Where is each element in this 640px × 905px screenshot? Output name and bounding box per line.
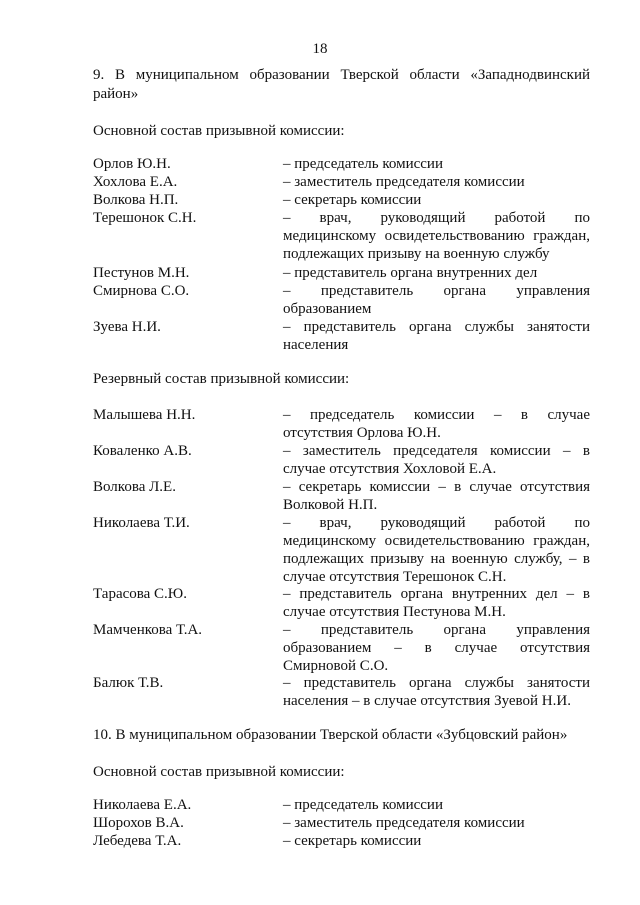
member-role-line: – председатель комиссии (283, 156, 443, 172)
member-role-line: – представитель органа службы занятости (283, 319, 590, 335)
section-9-reserve-heading: Резервный состав призывной комиссии: (93, 371, 350, 387)
member-name: Малышева Н.Н. (93, 407, 196, 423)
section-9-title-line: район» (93, 86, 139, 102)
member-role (283, 282, 590, 318)
member-name: Мамченкова Т.А. (93, 622, 203, 638)
member-name: Зуева Н.И. (93, 319, 161, 335)
member-role (283, 585, 590, 621)
member-role-line: медицинскому освидетельствованию граждан, (283, 533, 590, 549)
member-role-line: Смирновой С.О. (283, 658, 389, 674)
member-role (283, 209, 590, 263)
member-role (283, 674, 590, 710)
member-role-line: – секретарь комиссии – в случае отсутствия (283, 479, 590, 495)
member-role-line: образованием – в случае отсутствия (283, 640, 590, 656)
page-number: 18 (312, 41, 328, 57)
member-role-line: – врач, руководящий работой по (283, 210, 590, 226)
member-role-line: – заместитель председателя комиссии (283, 815, 525, 831)
section-9-main-heading: Основной состав призывной комиссии: (93, 123, 345, 139)
member-role-line: отсутствия Орлова Ю.Н. (283, 425, 441, 441)
member-role (283, 814, 590, 832)
member-role-line: случае отсутствия Хохловой Е.А. (283, 461, 497, 477)
member-role (283, 191, 590, 209)
section-9-title-line: 9. В муниципальном образовании Тверской области «Западнодвинский (93, 67, 590, 83)
member-role (283, 318, 590, 354)
member-role (283, 406, 590, 442)
member-role (283, 832, 590, 850)
member-role (283, 173, 590, 191)
member-role-line: – секретарь комиссии (283, 833, 422, 849)
member-role-line: Волковой Н.П. (283, 497, 378, 513)
member-role (283, 155, 590, 173)
member-name: Балюк Т.В. (93, 675, 164, 691)
member-name: Терешонок С.Н. (93, 210, 197, 226)
member-role-line: населения (283, 337, 349, 353)
member-role (283, 796, 590, 814)
member-name: Николаева Т.И. (93, 515, 190, 531)
member-role-line: – представитель органа внутренних дел (283, 265, 538, 281)
member-role-line: образованием (283, 301, 372, 317)
section-10-main-heading: Основной состав призывной комиссии: (93, 764, 345, 780)
member-role-line: – представитель органа управления (283, 283, 590, 299)
member-role-line: подлежащих призыву на военную службу (283, 246, 550, 262)
member-name: Волкова Л.Е. (93, 479, 176, 495)
member-name: Николаева Е.А. (93, 797, 192, 813)
member-role (283, 514, 590, 586)
member-role-line: – представитель органа управления (283, 622, 590, 638)
member-role-line: случае отсутствия Пестунова М.Н. (283, 604, 506, 620)
member-role (283, 621, 590, 675)
member-role-line: медицинскому освидетельствованию граждан, (283, 228, 590, 244)
section-9-title (93, 66, 590, 104)
member-role-line: подлежащих призыву на военную службу, – в (283, 551, 590, 567)
member-role-line: случае отсутствия Терешонок С.Н. (283, 569, 507, 585)
member-role (283, 478, 590, 514)
member-name: Смирнова С.О. (93, 283, 190, 299)
member-role-line: – заместитель председателя комиссии (283, 174, 525, 190)
member-role-line: населения – в случае отсутствия Зуевой Н.И. (283, 693, 571, 709)
member-name: Хохлова Е.А. (93, 174, 178, 190)
section-10-title: 10. В муниципальном образовании Тверской области «Зубцовский район» (93, 727, 568, 743)
member-name: Пестунов М.Н. (93, 265, 190, 281)
member-role-line: – председатель комиссии (283, 797, 443, 813)
member-role-line: – представитель органа внутренних дел – в (283, 586, 590, 602)
member-role-line: – заместитель председателя комиссии – в (283, 443, 590, 459)
member-name: Шорохов В.А. (93, 815, 184, 831)
member-name: Тарасова С.Ю. (93, 586, 187, 602)
member-name: Коваленко А.В. (93, 443, 192, 459)
member-role-line: – представитель органа службы занятости (283, 675, 590, 691)
member-role (283, 442, 590, 478)
member-role-line: – врач, руководящий работой по (283, 515, 590, 531)
member-role-line: – председатель комиссии – в случае (283, 407, 590, 423)
member-role (283, 264, 590, 282)
member-name: Волкова Н.П. (93, 192, 179, 208)
member-role-line: – секретарь комиссии (283, 192, 422, 208)
member-name: Лебедева Т.А. (93, 833, 182, 849)
member-name: Орлов Ю.Н. (93, 156, 171, 172)
